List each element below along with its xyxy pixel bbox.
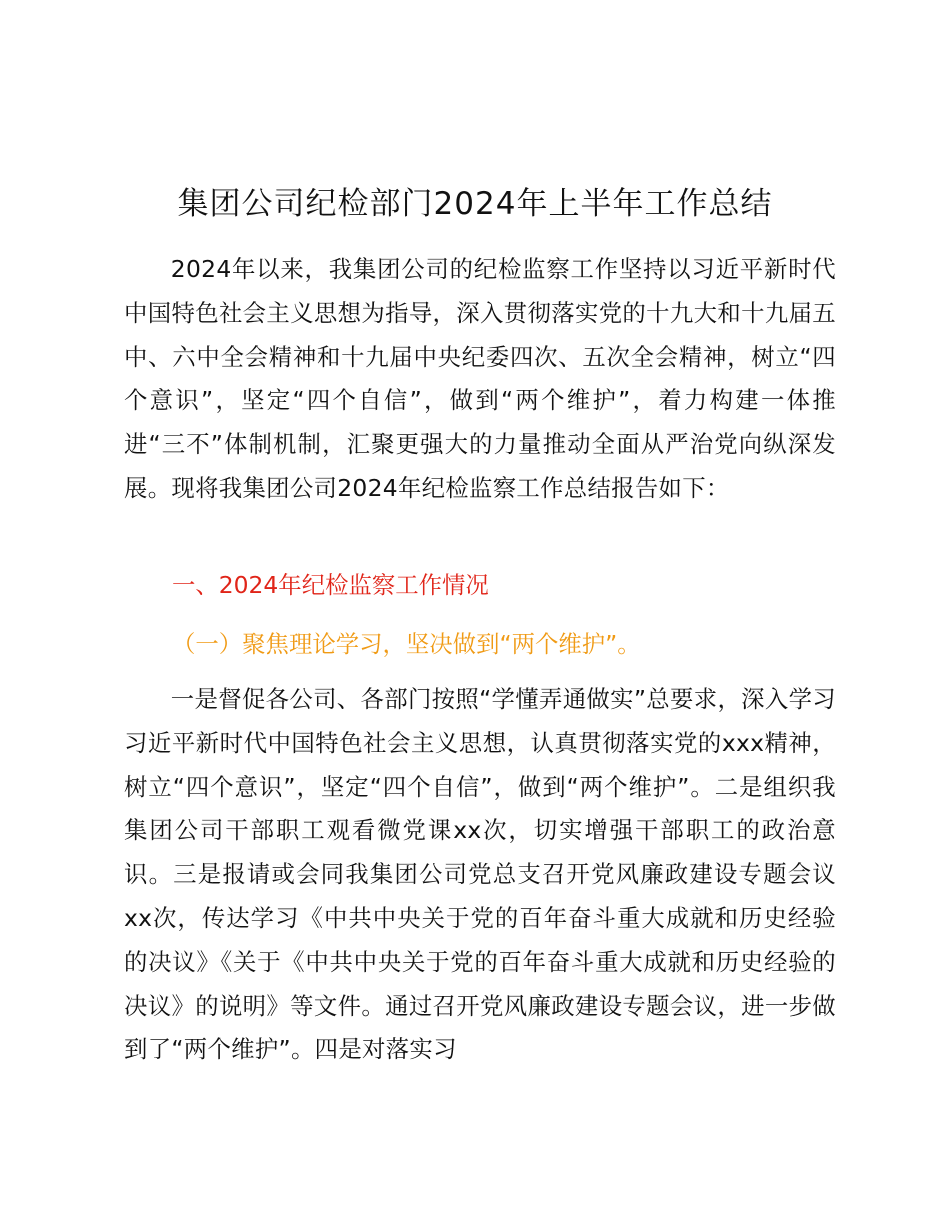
- body-paragraph: 一是督促各公司、各部门按照“学懂弄通做实”总要求，深入学习习近平新时代中国特色社会主义思想，认真贯彻落实党的xxx精神，树立“四个意识”，坚定“四个自信”，做到“两个维护”。二是组织我集团公司干部职工观看微党课xx次，切实增强干部职工的政治意识。三是报请或会同我集团公司党总支召开党风廉政建设专题会议xx次，传达学习《中共中央关于党的百年奋斗重大成就和历史经验的决议》《关于《中共中央关于党的百年奋斗重大成就和历史经验的决议》的说明》等文件。通过召开党风廉政建设专题会议，进一步做到了“两个维护”。四是对落实习: [124, 685, 836, 1064]
- subsection-heading: （一）聚焦理论学习，坚决做到“两个维护”。: [172, 630, 641, 658]
- intro-paragraph: 2024年以来，我集团公司的纪检监察工作坚持以习近平新时代中国特色社会主义思想为指导，深入贯彻落实党的十九大和十九届五中、六中全会精神和十九届中央纪委四次、五次全会精神，树立“四个意识”，坚定“四个自信”，做到“两个维护”，着力构建一体推进“三不”体制机制，汇聚更强大的力量推动全面从严治党向纵深发展。现将我集团公司2024年纪检监察工作总结报告如下：: [124, 255, 836, 502]
- document-title: 集团公司纪检部门2024年上半年工作总结: [177, 186, 773, 222]
- section-heading: 一、2024年纪检监察工作情况: [172, 571, 489, 599]
